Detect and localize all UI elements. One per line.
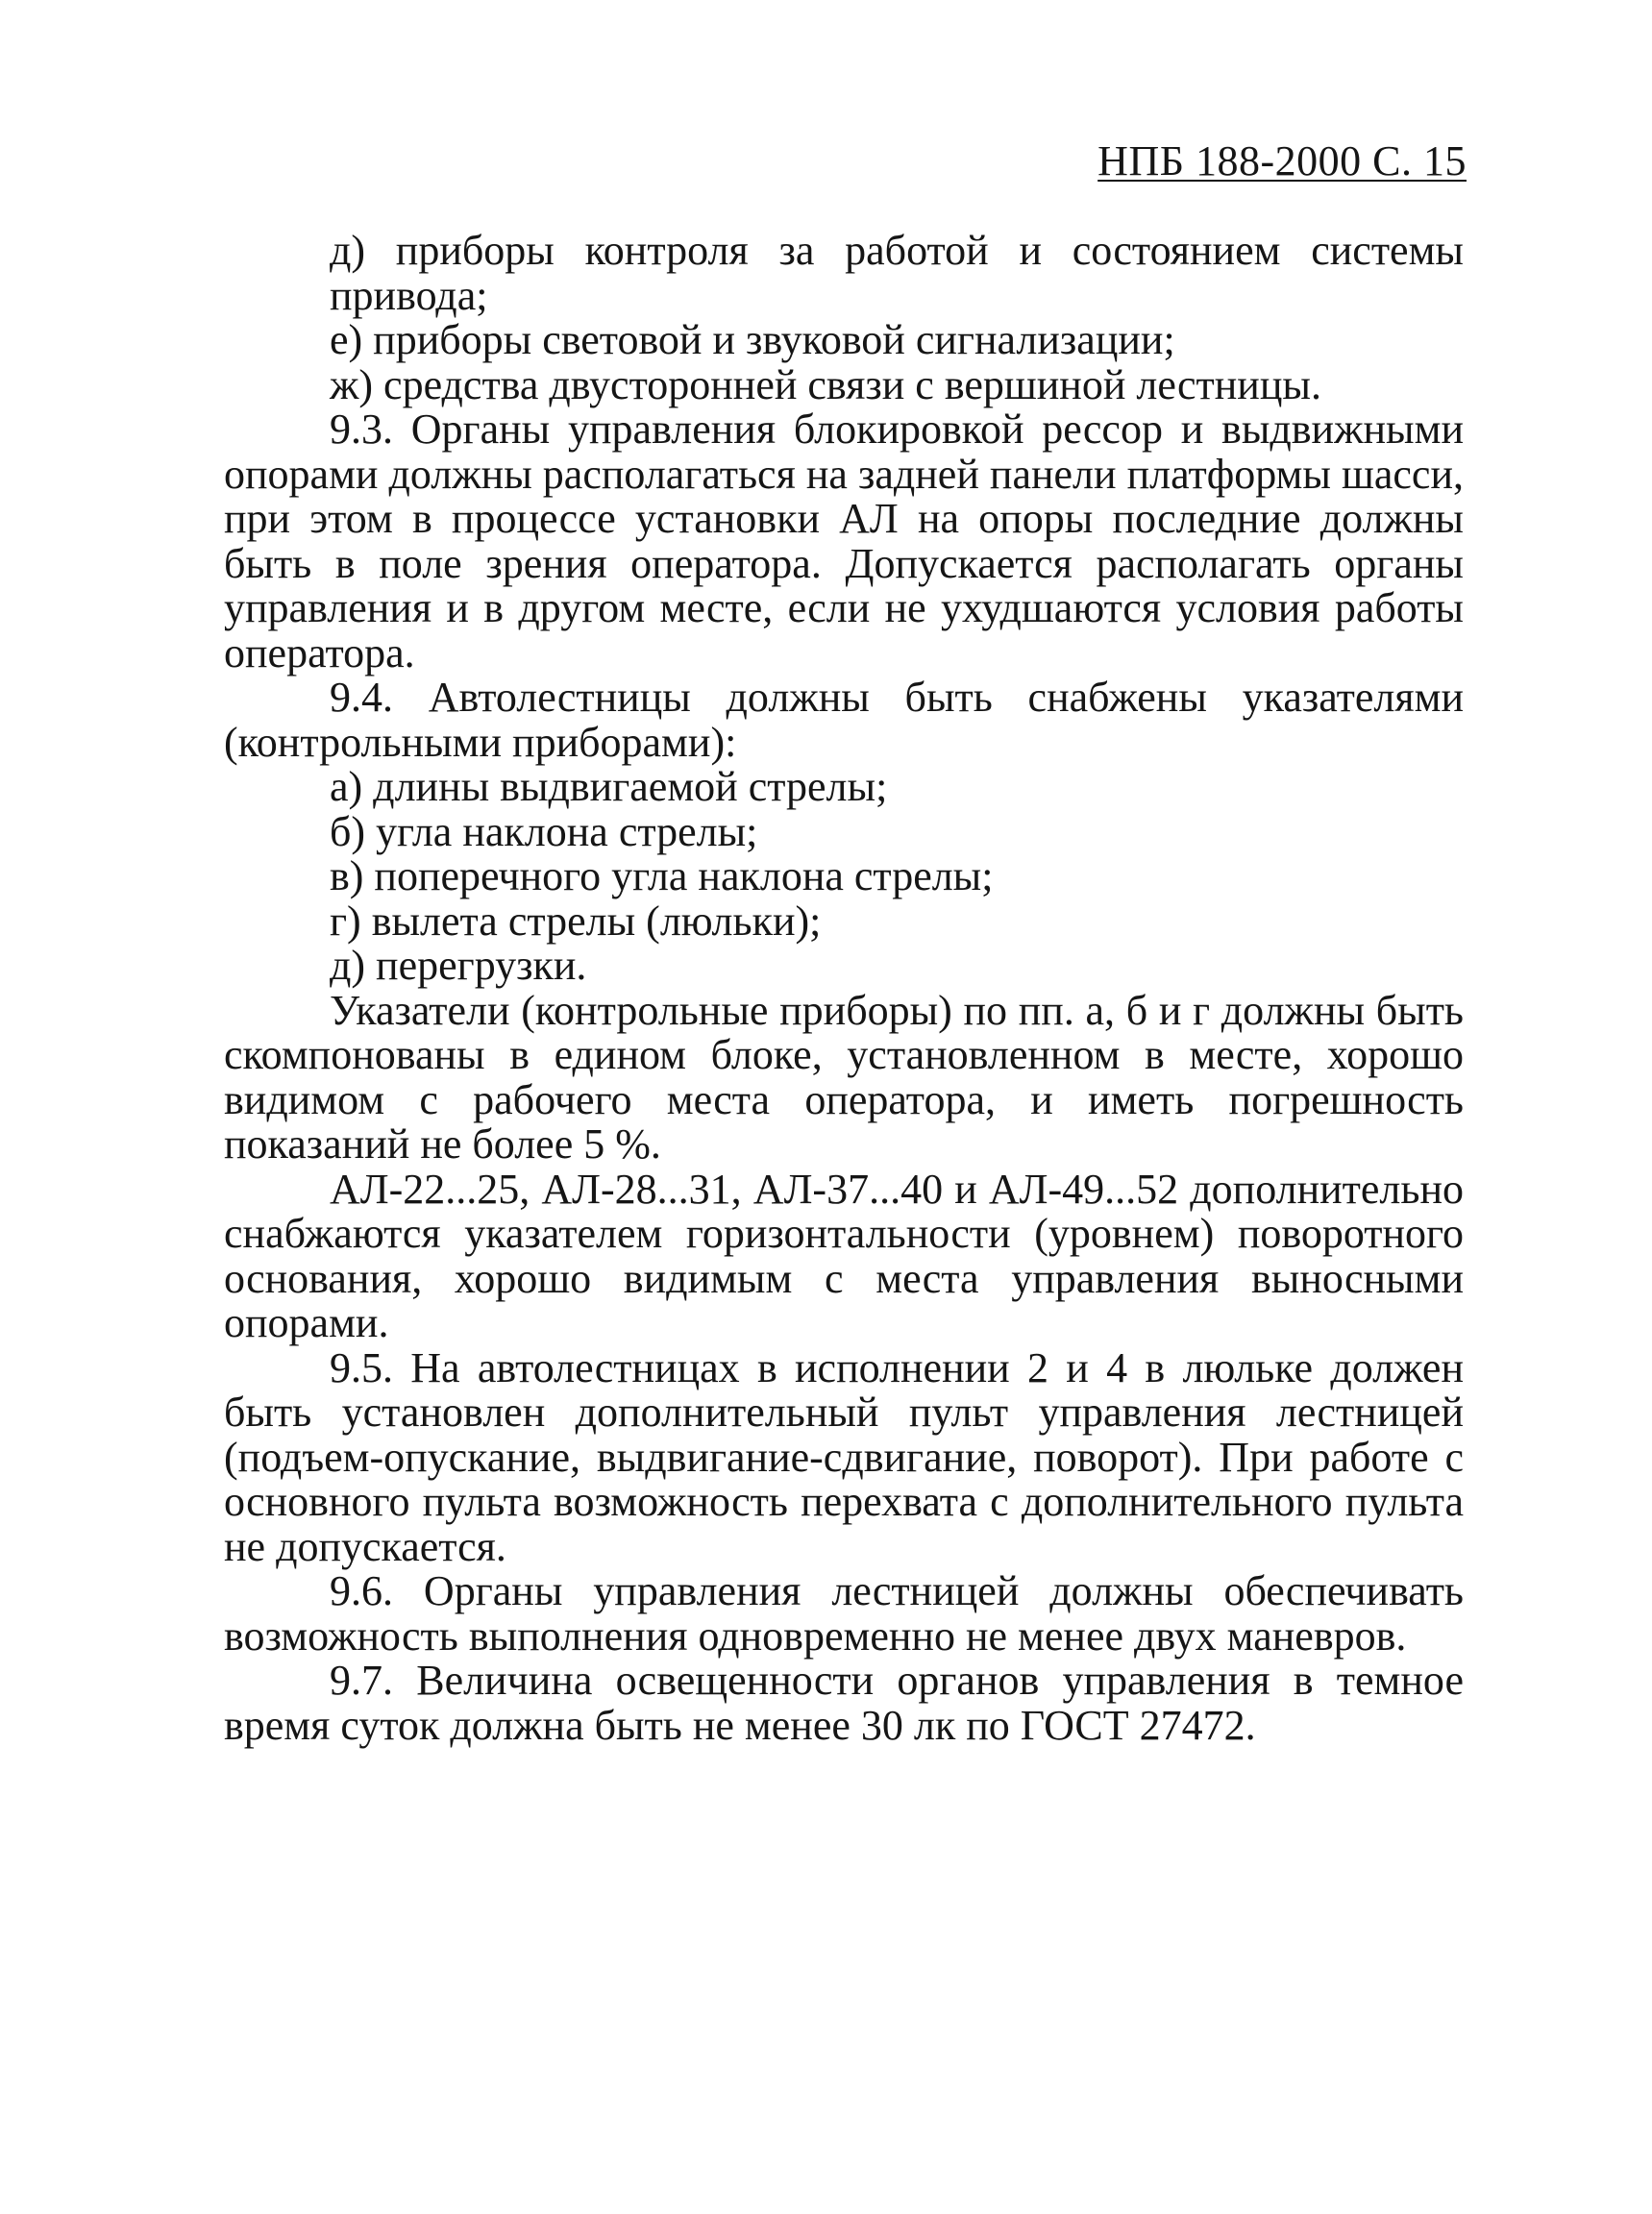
list-item-d-overload: д) перегрузки. (330, 942, 587, 989)
document-body (224, 229, 1464, 1748)
list-item-zh-two-way-communication: ж) средства двусторонней связи с вершиной лестницы. (330, 360, 1321, 408)
list-item-b-boom-angle: б) угла наклона стрелы; (330, 807, 758, 855)
paragraph-9-6: 9.6. Органы управления лестницей должны обеспечивать возможность выполнения одновременно не менее двух маневров. (224, 1567, 1464, 1660)
list-item-e-signaling: е) приборы световой и звуковой сигнализации; (330, 316, 1175, 363)
list-item-a-boom-length: а) длины выдвигаемой стрелы; (330, 763, 888, 810)
list-item-g-boom-reach: г) вылета стрелы (люльки); (330, 897, 822, 945)
paragraph-9-4: 9.4. Автолестницы должны быть снабжены указателями (контрольными приборами): (224, 674, 1464, 766)
paragraph-9-7: 9.7. Величина освещенности органов управления в темное время суток должна быть не менее 30 лк по ГОСТ 27472. (224, 1657, 1464, 1749)
paragraph-indicators: Указатели (контрольные приборы) по пп. а, б и г должны быть скомпонованы в едином блоке, установленном в месте, хорошо видимом с рабочего места оператора, и иметь погрешность показаний не более 5 %. (224, 986, 1464, 1168)
paragraph-9-5: 9.5. На автолестницах в исполнении 2 и 4 в люльке должен быть установлен дополнительный пульт управления лестницей (подъем-опускание, выдвигание-сдвигание, поворот). При работе с основного пульта возможность перехвата с дополнительного пульта не допускается. (224, 1343, 1464, 1570)
list-item-d-drive-monitoring: д) приборы контроля за работой и состоянием системы привода; (330, 227, 1464, 319)
page-header: НПБ 188-2000 С. 15 (1097, 137, 1467, 184)
paragraph-horizontality-indicator: АЛ-22...25, АЛ-28...31, АЛ-37...40 и АЛ-49...52 дополнительно снабжаются указателем горизонтальности (уровнем) поворотного основания, хорошо видимым с места управления выносными опорами. (224, 1165, 1464, 1346)
paragraph-9-3: 9.3. Органы управления блокировкой рессор и выдвижными опорами должны располагаться на задней панели платформы шасси, при этом в процессе установки АЛ на опоры последние должны быть в поле зрения оператора. Допускается располагать органы управления и в другом месте, если не ухудшаются условия работы оператора. (224, 406, 1464, 676)
list-item-v-transverse-angle: в) поперечного угла наклона стрелы; (330, 852, 994, 899)
